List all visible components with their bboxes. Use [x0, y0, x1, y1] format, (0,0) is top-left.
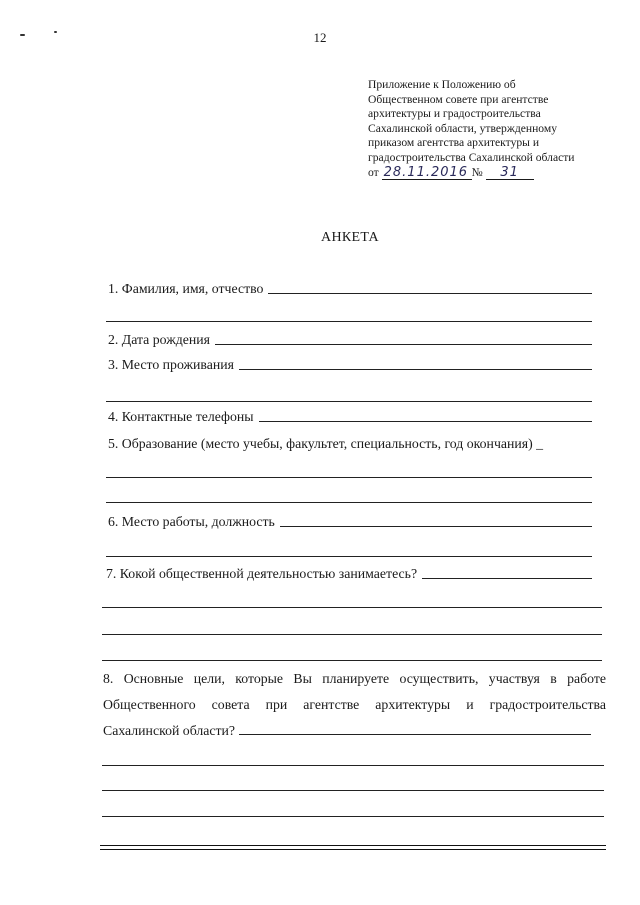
answer-line[interactable] [268, 292, 592, 294]
answer-line[interactable] [215, 343, 592, 345]
question-3 [108, 357, 592, 373]
answer-line[interactable] [106, 477, 592, 478]
appendix-line: Сахалинской области, утвержденному [368, 121, 557, 135]
answer-line[interactable] [102, 660, 602, 661]
question-2-label: 2. Дата рождения [108, 332, 210, 347]
question-2 [108, 332, 592, 348]
question-1-label: 1. Фамилия, имя, отчество [108, 281, 264, 296]
closing-double-line [100, 845, 606, 850]
answer-line[interactable] [102, 765, 604, 766]
answer-line[interactable] [422, 577, 592, 579]
question-4-label: 4. Контактные телефоны [108, 409, 254, 424]
answer-line[interactable] [102, 816, 604, 817]
question-7 [106, 566, 592, 582]
question-5-label: 5. Образование (место учебы, факультет, специальность, год окончания) _ [108, 436, 544, 451]
date-prefix: от [368, 165, 379, 179]
question-6-label: 6. Место работы, должность [108, 514, 275, 529]
answer-line[interactable] [106, 401, 592, 402]
question-1 [108, 281, 592, 297]
question-7-label: 7. Кокой общественной деятельностью занимаетесь? [106, 566, 418, 581]
appendix-line: приказом агентства архитектуры и [368, 136, 540, 150]
handwritten-date: 28.11.2016 [382, 166, 472, 180]
question-3-label: 3. Место проживания [108, 357, 234, 372]
answer-line[interactable] [106, 502, 592, 503]
appendix-line: Приложение к Положению об [368, 78, 516, 91]
appendix-line: архитектуры и градостроительства [368, 107, 541, 121]
question-6 [108, 514, 592, 530]
answer-line[interactable] [259, 420, 592, 422]
question-8 [103, 666, 606, 744]
answer-line[interactable] [102, 634, 602, 635]
answer-line[interactable] [106, 321, 592, 322]
answer-line[interactable] [239, 368, 592, 370]
number-prefix: № [471, 165, 483, 179]
page-number: 12 [313, 30, 327, 45]
answer-line[interactable] [239, 733, 591, 735]
answer-line[interactable] [102, 790, 604, 791]
handwritten-number: 31 [486, 166, 534, 180]
question-4 [108, 409, 592, 425]
question-5 [108, 436, 592, 452]
appendix-line: градостроительства Сахалинской области [368, 150, 575, 164]
appendix-line: Общественном совете при агентстве [368, 92, 549, 106]
question-8-label: 8. Основные цели, которые Вы планируете осуществить, участвуя в работе Общественного совета при агентстве архитектуры и градостроительства Сахалинской области? [103, 671, 606, 738]
answer-line[interactable] [280, 525, 592, 527]
answer-line[interactable] [106, 556, 592, 557]
form-title: АНКЕТА [321, 230, 379, 245]
answer-line[interactable] [102, 607, 602, 608]
